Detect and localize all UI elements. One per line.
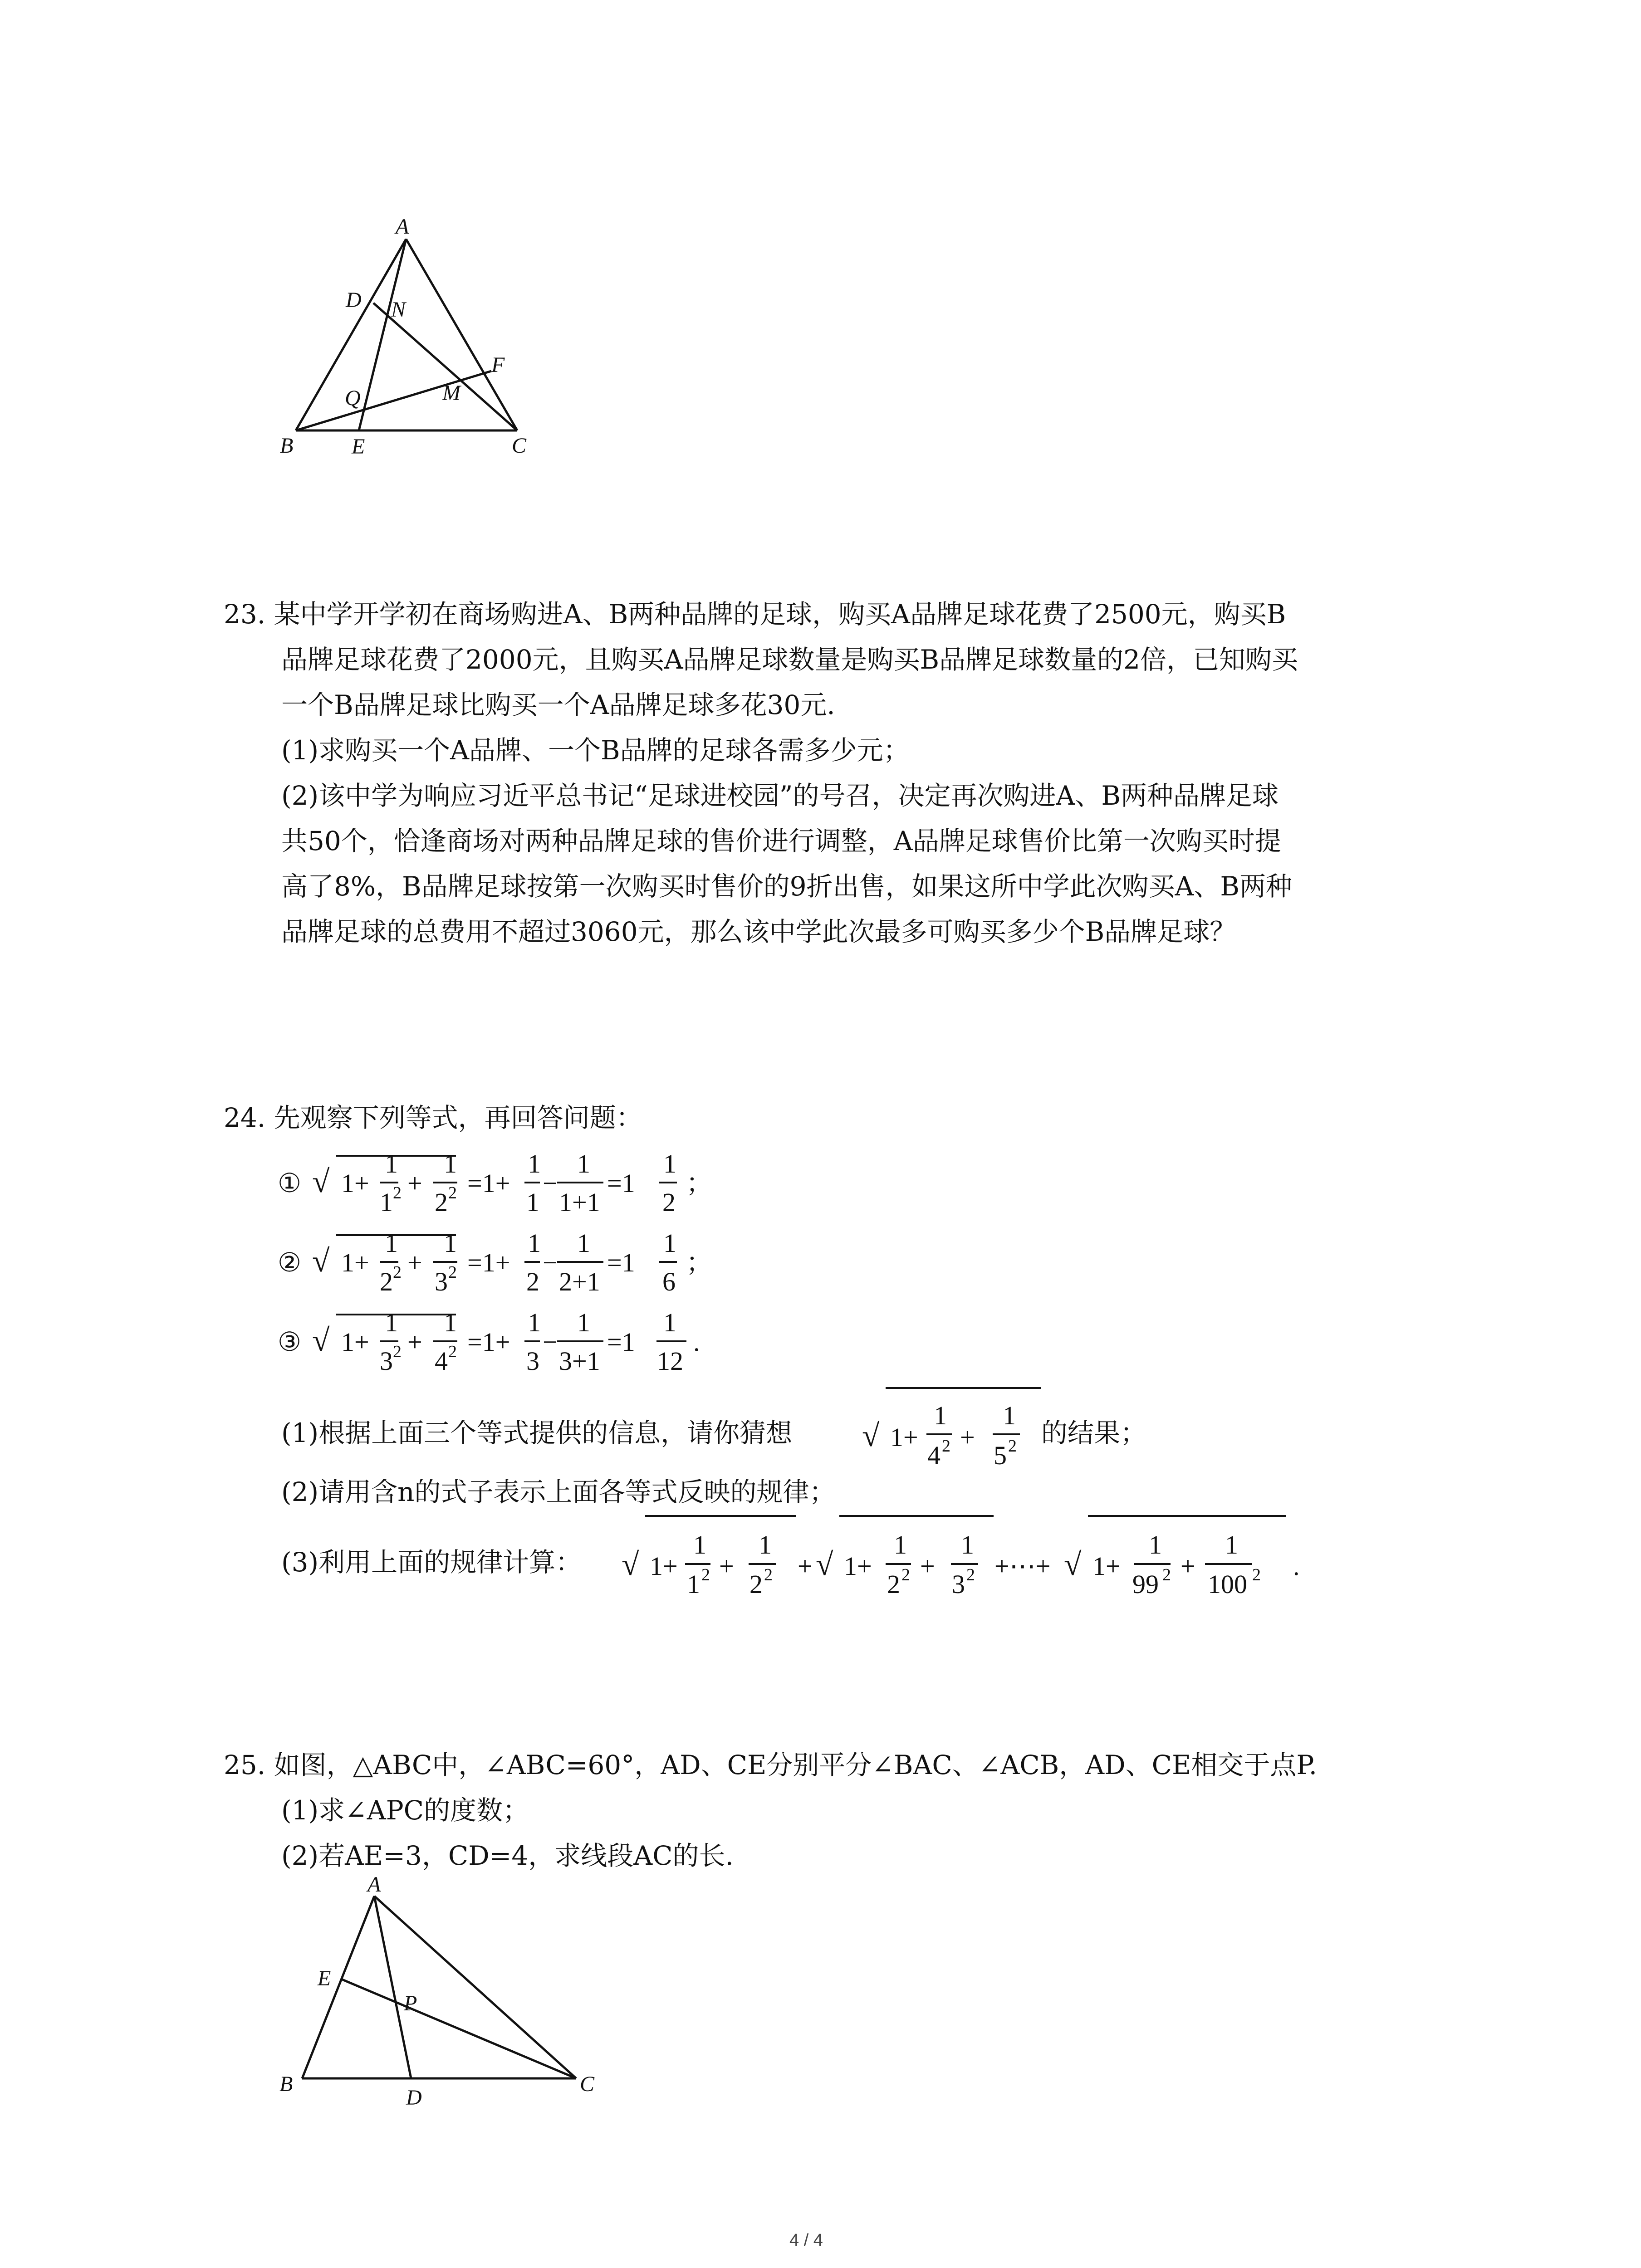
q25-part-2: (2)若AE=3，CD=4，求线段AC的长. bbox=[281, 1840, 734, 1871]
svg-text:2: 2 bbox=[966, 1565, 975, 1584]
svg-text:√: √ bbox=[622, 1547, 639, 1582]
svg-text:√: √ bbox=[1064, 1547, 1082, 1582]
svg-text:1: 1 bbox=[663, 1228, 676, 1258]
svg-text:1: 1 bbox=[526, 1188, 539, 1217]
q23-part-1: (1)求购买一个A品牌、一个B品牌的足球各需多少元； bbox=[281, 735, 910, 766]
svg-text:2: 2 bbox=[887, 1569, 900, 1599]
svg-text:2: 2 bbox=[448, 1183, 457, 1202]
svg-text:1: 1 bbox=[934, 1401, 947, 1430]
svg-text:6: 6 bbox=[662, 1267, 676, 1296]
label-a: A bbox=[396, 215, 409, 239]
svg-text:100: 100 bbox=[1208, 1569, 1247, 1599]
svg-text:+: + bbox=[960, 1422, 975, 1452]
svg-text:1: 1 bbox=[663, 1308, 676, 1337]
svg-text:1: 1 bbox=[894, 1530, 907, 1559]
q23-part-2-line-2: 共50个，恰逢商场对两种品牌足球的售价进行调整，A品牌足球售价比第一次购买时提 bbox=[281, 826, 1281, 856]
svg-text:2: 2 bbox=[393, 1342, 402, 1361]
equation-2 bbox=[278, 1228, 712, 1296]
label-c: C bbox=[512, 434, 527, 458]
q24-part-2: (2)请用含n的式子表示上面各等式反映的规律； bbox=[281, 1476, 836, 1507]
svg-text:5: 5 bbox=[994, 1441, 1007, 1470]
svg-text:1: 1 bbox=[759, 1530, 772, 1559]
svg-text:1: 1 bbox=[577, 1228, 590, 1258]
svg-text:2: 2 bbox=[749, 1569, 763, 1599]
svg-text:.: . bbox=[693, 1327, 700, 1357]
svg-text:2: 2 bbox=[448, 1342, 457, 1361]
svg-text:2: 2 bbox=[901, 1565, 910, 1584]
svg-text:1+1: 1+1 bbox=[559, 1188, 600, 1217]
svg-text:1+: 1+ bbox=[650, 1551, 678, 1581]
svg-text:2: 2 bbox=[662, 1188, 676, 1217]
q25-line-1: 25. 如图，△ABC中，∠ABC=60°，AD、CE分别平分∠BAC、∠ACB，AD、CE相交于点P. bbox=[224, 1750, 1318, 1780]
svg-text:1: 1 bbox=[687, 1569, 700, 1599]
svg-text:=1: =1 bbox=[607, 1248, 635, 1277]
q24-part-3-text: (3)利用上面的规律计算： bbox=[281, 1547, 582, 1578]
svg-text:1: 1 bbox=[528, 1308, 541, 1337]
svg-text:；: ； bbox=[686, 1248, 713, 1277]
q24-part-1-radical bbox=[857, 1379, 1048, 1483]
equation-3 bbox=[278, 1308, 700, 1376]
svg-text:1: 1 bbox=[1149, 1530, 1162, 1559]
svg-text:√: √ bbox=[862, 1418, 880, 1453]
svg-text:1: 1 bbox=[1003, 1401, 1016, 1430]
label-e: E bbox=[318, 1966, 331, 1990]
svg-text:=1: =1 bbox=[607, 1327, 635, 1357]
label-p: P bbox=[404, 1991, 417, 2015]
svg-text:2: 2 bbox=[435, 1188, 448, 1217]
svg-text:2+1: 2+1 bbox=[559, 1267, 600, 1296]
svg-text:=1: =1 bbox=[607, 1168, 635, 1198]
svg-text:12: 12 bbox=[657, 1346, 683, 1376]
svg-text:1: 1 bbox=[444, 1308, 457, 1337]
svg-text:−: − bbox=[543, 1168, 558, 1198]
svg-text:√: √ bbox=[312, 1323, 330, 1358]
figure-triangle-top bbox=[254, 209, 581, 463]
label-q: Q bbox=[345, 386, 361, 410]
svg-text:+: + bbox=[719, 1551, 734, 1581]
q24-part-3-expression bbox=[617, 1506, 1307, 1610]
q23-line-3: 一个B品牌足球比购买一个A品牌足球多花30元. bbox=[281, 689, 835, 720]
svg-text:1: 1 bbox=[385, 1149, 398, 1178]
q24-part-1-end: 的结果； bbox=[1041, 1418, 1147, 1448]
svg-text:1+: 1+ bbox=[341, 1248, 369, 1277]
label-d: D bbox=[406, 2086, 422, 2110]
svg-text:+: + bbox=[1181, 1551, 1195, 1581]
svg-text:−: − bbox=[543, 1327, 558, 1357]
svg-text:1: 1 bbox=[528, 1228, 541, 1258]
svg-text:3+1: 3+1 bbox=[559, 1346, 600, 1376]
svg-text:+: + bbox=[407, 1168, 422, 1198]
svg-text:=1+: =1+ bbox=[467, 1327, 510, 1357]
svg-text:1: 1 bbox=[1225, 1530, 1238, 1559]
q24-part-1-text: (1)根据上面三个等式提供的信息，请你猜想 bbox=[281, 1418, 793, 1448]
equation-1 bbox=[278, 1149, 712, 1217]
page-number: 4 / 4 bbox=[789, 2231, 823, 2250]
svg-text:1: 1 bbox=[693, 1530, 706, 1559]
svg-text:1: 1 bbox=[385, 1308, 398, 1337]
svg-text:2: 2 bbox=[526, 1267, 539, 1296]
svg-text:1+: 1+ bbox=[1092, 1551, 1121, 1581]
label-m: M bbox=[442, 381, 460, 405]
svg-text:3: 3 bbox=[526, 1346, 539, 1376]
svg-text:3: 3 bbox=[380, 1346, 393, 1376]
svg-text:1: 1 bbox=[577, 1149, 590, 1178]
label-b: B bbox=[279, 2072, 293, 2096]
svg-text:+: + bbox=[798, 1551, 813, 1581]
svg-text:4: 4 bbox=[927, 1441, 941, 1470]
svg-text:1: 1 bbox=[444, 1149, 457, 1178]
svg-text:3: 3 bbox=[435, 1267, 448, 1296]
svg-text:.: . bbox=[1293, 1551, 1300, 1581]
marker-2: ② bbox=[278, 1248, 301, 1277]
svg-text:2: 2 bbox=[1162, 1565, 1171, 1584]
svg-text:2: 2 bbox=[1252, 1565, 1261, 1584]
svg-text:√: √ bbox=[816, 1547, 833, 1582]
svg-text:1+: 1+ bbox=[890, 1422, 918, 1452]
sqrt-1: √ bbox=[312, 1164, 330, 1199]
svg-text:2: 2 bbox=[764, 1565, 773, 1584]
q24-intro: 24. 先观察下列等式，再回答问题： bbox=[224, 1102, 642, 1133]
marker-3: ③ bbox=[278, 1327, 301, 1357]
svg-text:√: √ bbox=[312, 1244, 330, 1279]
svg-text:2: 2 bbox=[942, 1437, 950, 1456]
svg-text:2: 2 bbox=[448, 1263, 457, 1282]
q23-line-1: 23. 某中学开学初在商场购进A、B两种品牌的足球，购买A品牌足球花费了2500元，购买B bbox=[224, 599, 1286, 630]
label-e: E bbox=[352, 435, 365, 459]
q23-part-2-line-3: 高了8%，B品牌足球按第一次购买时售价的9折出售，如果这所中学此次购买A、B两种 bbox=[281, 871, 1293, 902]
svg-text:=1+: =1+ bbox=[467, 1168, 510, 1198]
label-c: C bbox=[580, 2072, 595, 2096]
svg-text:99: 99 bbox=[1132, 1569, 1159, 1599]
q24-equations bbox=[272, 1134, 817, 1388]
svg-text:1: 1 bbox=[444, 1228, 457, 1258]
svg-text:+: + bbox=[407, 1248, 422, 1277]
label-d: D bbox=[346, 288, 362, 312]
svg-text:2: 2 bbox=[380, 1267, 393, 1296]
svg-text:1: 1 bbox=[961, 1530, 974, 1559]
svg-text:1: 1 bbox=[663, 1149, 676, 1178]
svg-text:4: 4 bbox=[435, 1346, 448, 1376]
q25-part-1: (1)求∠APC的度数； bbox=[281, 1795, 529, 1826]
svg-text:+: + bbox=[407, 1327, 422, 1357]
q23-part-2-line-4: 品牌足球的总费用不超过3060元，那么该中学此次最多可购买多少个B品牌足球？ bbox=[281, 916, 1236, 947]
label-n: N bbox=[391, 298, 406, 322]
svg-text:1: 1 bbox=[385, 1228, 398, 1258]
label-a: A bbox=[367, 1872, 381, 1897]
svg-text:=1+: =1+ bbox=[467, 1248, 510, 1277]
svg-text:+: + bbox=[920, 1551, 935, 1581]
svg-text:2: 2 bbox=[1008, 1437, 1017, 1456]
svg-text:−: − bbox=[543, 1248, 558, 1277]
svg-text:+⋯+: +⋯+ bbox=[994, 1551, 1051, 1581]
svg-text:2: 2 bbox=[393, 1183, 402, 1202]
svg-text:；: ； bbox=[686, 1168, 713, 1198]
svg-text:1+: 1+ bbox=[844, 1551, 872, 1581]
svg-text:1: 1 bbox=[528, 1149, 541, 1178]
figure-triangle-bottom bbox=[263, 1864, 608, 2118]
label-f: F bbox=[491, 353, 505, 377]
svg-text:1+: 1+ bbox=[341, 1327, 369, 1357]
svg-text:2: 2 bbox=[393, 1263, 402, 1282]
svg-text:1+: 1+ bbox=[341, 1168, 369, 1198]
label-b: B bbox=[280, 434, 294, 458]
svg-text:2: 2 bbox=[701, 1565, 710, 1584]
svg-text:1: 1 bbox=[577, 1308, 590, 1337]
marker-1: ① bbox=[278, 1168, 301, 1198]
svg-text:1: 1 bbox=[380, 1188, 393, 1217]
q23-line-2: 品牌足球花费了2000元，且购买A品牌足球数量是购买B品牌足球数量的2倍，已知购买 bbox=[281, 644, 1298, 675]
q23-part-2-line-1: (2)该中学为响应习近平总书记“足球进校园”的号召，决定再次购进A、B两种品牌足球 bbox=[281, 780, 1279, 811]
svg-text:3: 3 bbox=[952, 1569, 965, 1599]
